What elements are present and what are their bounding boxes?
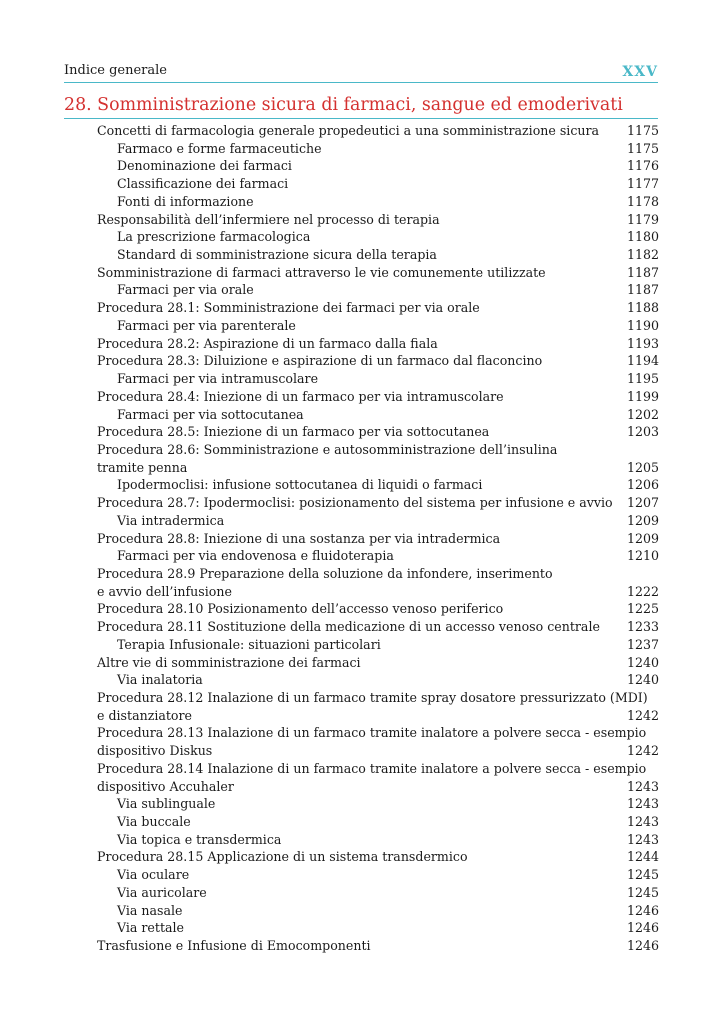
toc-entry-title: Classificazione dei farmaci [117, 176, 289, 192]
toc-entry-page: 1210 [626, 548, 659, 564]
toc-entry-title: Procedura 28.12 Inalazione di un farmaco tramite spray dosatore pressurizzato (MDI) [97, 690, 648, 705]
toc-entry [97, 600, 659, 618]
toc-entry-title: dispositivo Accuhaler [97, 778, 234, 794]
toc-entry-page: 1194 [626, 353, 659, 369]
toc-entry-title: La prescrizione farmacologica [117, 229, 311, 245]
toc-entry [97, 441, 659, 459]
toc-entry-page: 1243 [626, 831, 659, 847]
toc-entry [97, 671, 659, 689]
toc-entry-page: 1209 [626, 530, 659, 546]
toc-entry [97, 778, 659, 796]
toc-entry-page: 1237 [626, 636, 659, 652]
toc-entry [97, 795, 659, 813]
toc-entry [97, 565, 659, 583]
toc-entry-page: 1242 [626, 743, 659, 759]
toc-entry-title: Via auricolare [117, 884, 207, 900]
toc-entry-page: 1233 [626, 619, 659, 635]
toc-entry-page: 1175 [626, 140, 659, 156]
toc-entry-page: 1245 [626, 867, 659, 883]
toc-entry-page: 1246 [626, 920, 659, 936]
toc-entry-page: 1179 [626, 211, 659, 227]
toc-entry-page: 1190 [626, 317, 659, 333]
toc-entry [97, 618, 659, 636]
toc-entry [97, 211, 659, 229]
toc-entry-page: 1188 [626, 300, 659, 316]
toc-entry [97, 512, 659, 530]
toc-entry [97, 406, 659, 424]
toc-entry-page: 1187 [626, 282, 659, 298]
chapter-heading [64, 94, 658, 119]
toc-entry-page: 1245 [626, 884, 659, 900]
toc-entry-title: e distanziatore [97, 707, 192, 723]
toc-entry [97, 246, 659, 264]
toc-entry-title: Procedura 28.4: Iniezione di un farmaco per via intramuscolare [97, 388, 504, 404]
toc-entry [97, 193, 659, 211]
toc-entry [97, 937, 659, 955]
toc-entry [97, 459, 659, 477]
toc-entry-page: 1187 [626, 264, 659, 280]
toc-entry-title: Farmaci per via orale [117, 282, 254, 298]
toc-entry-title: e avvio dell’infusione [97, 583, 232, 599]
toc-entry-title: Procedura 28.3: Diluizione e aspirazione di un farmaco dal flaconcino [97, 353, 543, 369]
toc-entry-title: Procedura 28.2: Aspirazione di un farmaco dalla fiala [97, 335, 438, 351]
toc-entry [97, 654, 659, 672]
toc-entry-title: Procedura 28.7: Ipodermoclisi: posizionamento del sistema per infusione e avvio [97, 495, 613, 511]
toc-entry [97, 476, 659, 494]
toc-entry-title: Via inalatoria [117, 672, 203, 688]
toc-entry [97, 494, 659, 512]
toc-entry-page: 1203 [626, 424, 659, 440]
toc-entry-title: Procedura 28.11 Sostituzione della medicazione di un accesso venoso centrale [97, 619, 600, 635]
toc-entry-title: Ipodermoclisi: infusione sottocutanea di liquidi o farmaci [117, 477, 483, 493]
toc-entry-title: Farmaci per via endovenosa e fluidoterapia [117, 548, 394, 564]
toc-entry-title: Farmaco e forme farmaceutiche [117, 140, 322, 156]
toc-entry-page: 1205 [626, 459, 659, 475]
toc-entry [97, 742, 659, 760]
toc-entry [97, 157, 659, 175]
chapter-title: 28. Somministrazione sicura di farmaci, sangue ed emoderivati [64, 95, 623, 115]
toc-entry-title: Concetti di farmacologia generale propedeutici a una somministrazione sicura [97, 123, 600, 138]
toc-entry-title: Procedura 28.13 Inalazione di un farmaco tramite inalatore a polvere secca - esempio [97, 725, 647, 741]
toc-entry-title: Denominazione dei farmaci [117, 158, 292, 174]
toc-entry-title: Altre vie di somministrazione dei farmaci [97, 654, 361, 670]
toc-entry-title: Trasfusione e Infusione di Emocomponenti [97, 938, 371, 954]
toc-entry-page: 1175 [626, 123, 659, 138]
toc-entry [97, 583, 659, 601]
toc-entry-title: Farmaci per via sottocutanea [117, 406, 304, 422]
toc-entry [97, 370, 659, 388]
toc-entry-title: Responsabilità dell’infermiere nel processo di terapia [97, 211, 440, 227]
toc-entry-title: Procedura 28.10 Posizionamento dell’accesso venoso periferico [97, 601, 504, 617]
toc-entry-title: Via intradermica [117, 512, 225, 528]
toc-entry [97, 388, 659, 406]
toc-entry [97, 335, 659, 353]
toc-entry-page: 1242 [626, 707, 659, 723]
toc-entry [97, 140, 659, 158]
toc-entry-title: Fonti di informazione [117, 193, 254, 209]
toc-entry [97, 122, 659, 140]
toc-entry [97, 760, 659, 778]
toc-entry-page: 1178 [626, 193, 659, 209]
toc-entry [97, 281, 659, 299]
running-header [64, 60, 658, 83]
toc-entry-page: 1206 [626, 477, 659, 493]
toc-entry [97, 423, 659, 441]
toc-entry [97, 724, 659, 742]
toc-entry-title: Via sublinguale [117, 796, 216, 812]
toc-entry-page: 1246 [626, 938, 659, 954]
running-title: Indice generale [64, 63, 167, 78]
toc-entry-title: Via buccale [117, 814, 191, 830]
toc-entry-title: Procedura 28.5: Iniezione di un farmaco per via sottocutanea [97, 424, 490, 440]
toc-entry [97, 884, 659, 902]
toc-entry-title: Farmaci per via parenterale [117, 317, 296, 333]
toc-entry [97, 902, 659, 920]
toc-entry [97, 317, 659, 335]
toc-entry-title: Via topica e transdermica [117, 831, 282, 847]
toc-entry-page: 1195 [626, 371, 659, 387]
toc-entry-title: dispositivo Diskus [97, 743, 213, 759]
toc-entry [97, 352, 659, 370]
toc-entry-title: Procedura 28.9 Preparazione della soluzione da infondere, inserimento [97, 565, 553, 581]
toc-entry [97, 866, 659, 884]
toc-entry [97, 530, 659, 548]
toc-entry [97, 919, 659, 937]
toc-entry-title: Terapia Infusionale: situazioni particolari [117, 636, 381, 652]
toc-entry-title: Somministrazione di farmaci attraverso le vie comunemente utilizzate [97, 264, 546, 280]
toc-entry-title: Standard di somministrazione sicura della terapia [117, 247, 437, 263]
toc-entry-title: Procedura 28.8: Iniezione di una sostanza per via intradermica [97, 530, 501, 546]
toc-entry [97, 547, 659, 565]
toc-entry-page: 1199 [626, 388, 659, 404]
toc-entry [97, 175, 659, 193]
toc-entry-page: 1240 [626, 672, 659, 688]
toc-entry [97, 228, 659, 246]
toc-entry-title: Farmaci per via intramuscolare [117, 371, 319, 387]
toc-entry [97, 299, 659, 317]
toc-entry [97, 636, 659, 654]
toc-entry-title: Procedura 28.14 Inalazione di un farmaco tramite inalatore a polvere secca - esempio [97, 760, 647, 776]
toc-entry [97, 689, 659, 707]
toc-entry-title: Via nasale [117, 902, 183, 918]
toc-entry [97, 707, 659, 725]
toc-entry-title: Via oculare [117, 867, 190, 883]
toc-entry [97, 813, 659, 831]
table-of-contents [97, 122, 659, 955]
toc-entry [97, 848, 659, 866]
toc-entry-page: 1193 [626, 335, 659, 351]
toc-entry-title: Procedura 28.6: Somministrazione e autosomministrazione dell’insulina [97, 441, 558, 457]
toc-entry-page: 1177 [626, 176, 659, 192]
toc-entry-page: 1243 [626, 814, 659, 830]
toc-entry-title: Procedura 28.15 Applicazione di un sistema transdermico [97, 849, 468, 865]
toc-entry-page: 1209 [626, 512, 659, 528]
toc-entry-page: 1176 [626, 158, 659, 174]
toc-entry-title: tramite penna [97, 459, 188, 475]
toc-entry-page: 1182 [626, 247, 659, 263]
page-number: XXV [622, 64, 658, 80]
toc-entry-page: 1246 [626, 902, 659, 918]
toc-entry-title: Procedura 28.1: Somministrazione dei farmaci per via orale [97, 300, 480, 316]
toc-entry-title: Via rettale [117, 920, 184, 936]
toc-entry-page: 1243 [626, 796, 659, 812]
toc-entry [97, 831, 659, 849]
toc-entry-page: 1243 [626, 778, 659, 794]
toc-entry-page: 1222 [626, 583, 659, 599]
toc-entry-page: 1225 [626, 601, 659, 617]
toc-entry-page: 1240 [626, 654, 659, 670]
toc-entry-page: 1202 [626, 406, 659, 422]
toc-entry [97, 264, 659, 282]
toc-entry-page: 1180 [626, 229, 659, 245]
toc-entry-page: 1207 [626, 495, 659, 511]
toc-entry-page: 1244 [626, 849, 659, 865]
